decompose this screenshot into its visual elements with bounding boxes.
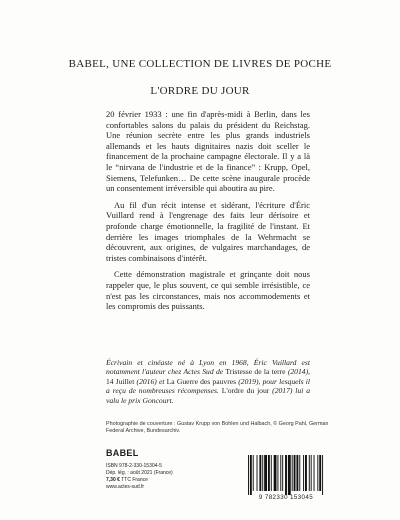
- bio-work-1: Tristesse de la terre: [225, 367, 286, 377]
- bio-part-5: (2017) lui a valu le prix Goncourt.: [106, 386, 310, 405]
- collection-name: BABEL, UNE COLLECTION DE LIVRES DE POCHE: [68, 58, 332, 70]
- bio-work-4: L'ordre du jour: [221, 386, 270, 396]
- blurb-paragraph-1: 20 février 1933 : une fin d'après-midi à Berlin, dans les confortables salons du palais du président du Reichstag. Une réunion secrète entre les plus grands industriels allemands et les hauts dignitaires nazis doit sceller le financement de la prochaine campagne électorale. Il y a là le “nirvana de l'industrie et de la finance” : Krupp, Opel, Siemens, Telefunken… De cette scène inaugurale procède un consentement irréversible qui aboutira au pire.: [106, 109, 310, 194]
- bio-part-1: Écrivain et cinéaste né à Lyon en 1968, Éric Vuillard est notamment l'auteur chez Actes Sud de: [106, 358, 310, 377]
- website: www.actes-sud.fr: [106, 484, 145, 490]
- bio-work-3: La Guerre des pauvres: [166, 376, 237, 386]
- price-suffix: TTC France: [119, 477, 148, 483]
- blurb: [106, 109, 310, 318]
- bio-part-3: (2016) et: [134, 376, 167, 386]
- barcode: [248, 455, 324, 495]
- price: 7,30 €: [106, 477, 120, 483]
- publisher-logo: BABEL: [106, 448, 139, 458]
- barcode-number: 9 782330 153045: [258, 494, 314, 501]
- isbn: ISBN 978-2-330-15304-5: [106, 463, 162, 469]
- blurb-paragraph-2: Au fil d'un récit intense et sidérant, l'écriture d'Éric Vuillard rend à l'engrenage des faits leur dérisoire et profonde charge émotionnelle, la fragilité de l'instant. Et derrière les images triomphales de la Wehrmacht se découvrent, aux origines, de vulgaires marchandages, de tristes combinaisons d'intérêt.: [106, 199, 310, 263]
- bio-part-4: (2019), pour lesquels il a reçu de nombreuses récompenses.: [106, 376, 310, 396]
- legal-deposit: Dép. lég. : août 2021 (France): [106, 470, 173, 476]
- blurb-paragraph-3: Cette démonstration magistrale et grinçante doit nous rappeler que, le plus souvent, ce qui semble irrésistible, ce n'est pas les circonstances, mais nos accommodements et les compromis des puissants.: [106, 269, 310, 312]
- photo-credit: Photographie de couverture : Gustav Krupp von Bohlen und Halbach, © Georg Pahl, German Federal Archive, Bundesarchiv.: [106, 421, 329, 434]
- price-line: [106, 477, 226, 484]
- bio-part-2: (2014),: [285, 367, 310, 377]
- bio-work-2: 14 Juillet: [106, 376, 135, 386]
- book-title: L'ORDRE DU JOUR: [150, 85, 250, 97]
- legal-info: [106, 463, 226, 491]
- author-bio: [106, 358, 310, 405]
